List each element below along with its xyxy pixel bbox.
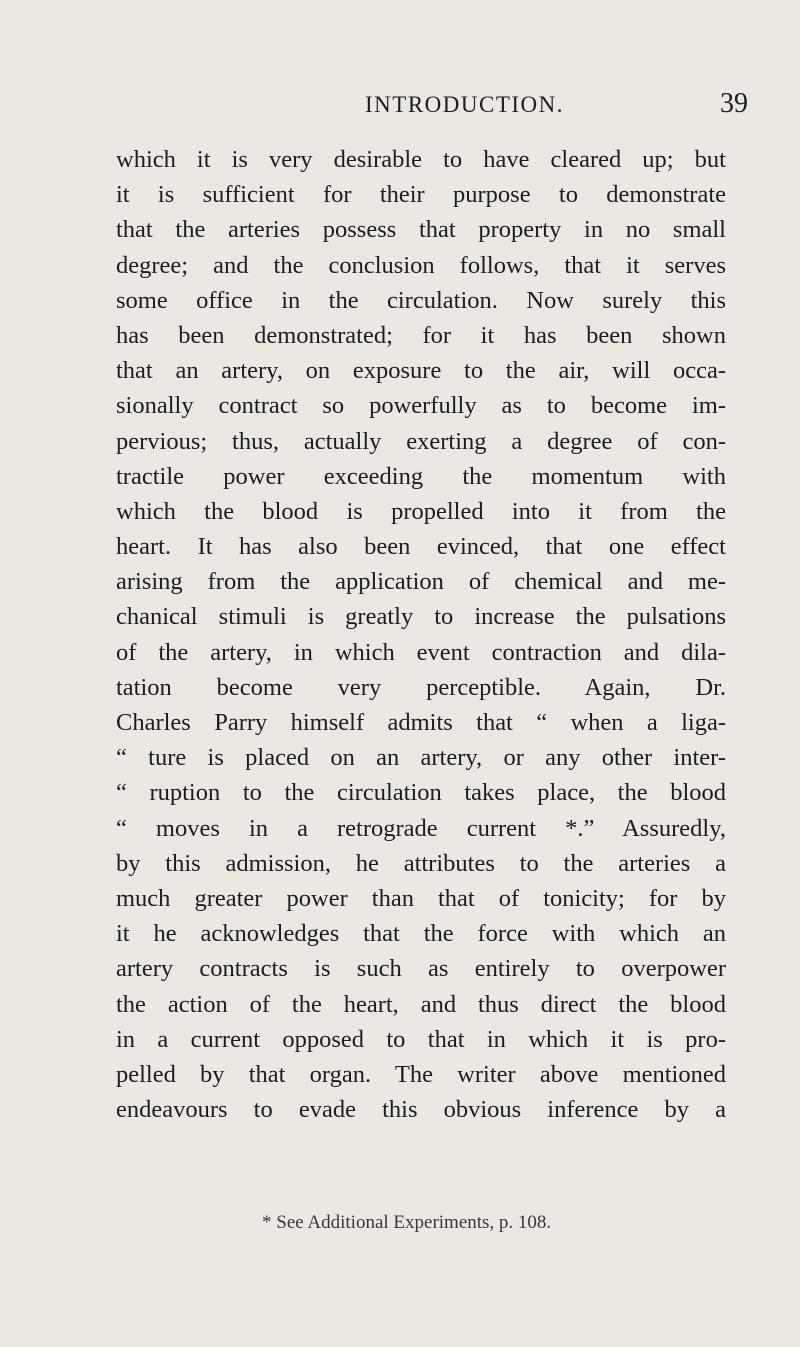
text-line: that an artery, on exposure to the air, will occa-	[116, 357, 726, 385]
text-line: much greater power than that of tonicity; for by	[116, 884, 726, 912]
text-line: some office in the circulation. Now surely this	[116, 286, 726, 314]
text-line: arising from the application of chemical and me-	[116, 568, 726, 596]
text-line: heart. It has also been evinced, that one effect	[116, 533, 726, 561]
text-line: chanical stimuli is greatly to increase the pulsations	[116, 603, 726, 631]
text-line: artery contracts is such as entirely to overpower	[116, 955, 726, 983]
text-line: it is sufficient for their purpose to demonstrate	[116, 181, 726, 209]
text-line: which it is very desirable to have cleared up; but	[116, 146, 726, 173]
text-line: tractile power exceeding the momentum with	[116, 462, 726, 490]
text-line: “ moves in a retrograde current *.” Assuredly,	[116, 814, 726, 842]
page-number: 39	[720, 88, 748, 119]
text-line: Charles Parry himself admits that “ when a liga-	[116, 709, 726, 736]
text-line: endeavours to evade this obvious inference by a	[116, 1096, 726, 1124]
text-line: pervious; thus, actually exerting a degree of con-	[116, 427, 726, 455]
text-line: it he acknowledges that the force with which an	[116, 920, 726, 948]
text-line: degree; and the conclusion follows, that it serves	[116, 251, 726, 279]
text-line: that the arteries possess that property in no small	[116, 216, 726, 244]
text-line: “ ture is placed on an artery, or any other inter-	[116, 744, 726, 772]
footnote: * See Additional Experiments, p. 108.	[262, 1212, 552, 1233]
text-line: the action of the heart, and thus direct the blood	[116, 990, 726, 1018]
text-line: which the blood is propelled into it from the	[116, 497, 726, 525]
text-line: pelled by that organ. The writer above mentioned	[116, 1060, 726, 1088]
text-line: has been demonstrated; for it has been shown	[116, 321, 726, 349]
text-line: by this admission, he attributes to the arteries a	[116, 849, 726, 877]
text-line: in a current opposed to that in which it is pro-	[116, 1025, 726, 1053]
text-line: sionally contract so powerfully as to become im-	[116, 392, 726, 420]
body-text	[116, 142, 726, 1127]
text-line: “ ruption to the circulation takes place, the blood	[116, 779, 726, 807]
running-header: INTRODUCTION.	[365, 92, 565, 117]
text-line: of the artery, in which event contraction and dila-	[116, 638, 726, 666]
text-line: tation become very perceptible. Again, Dr.	[116, 673, 726, 701]
